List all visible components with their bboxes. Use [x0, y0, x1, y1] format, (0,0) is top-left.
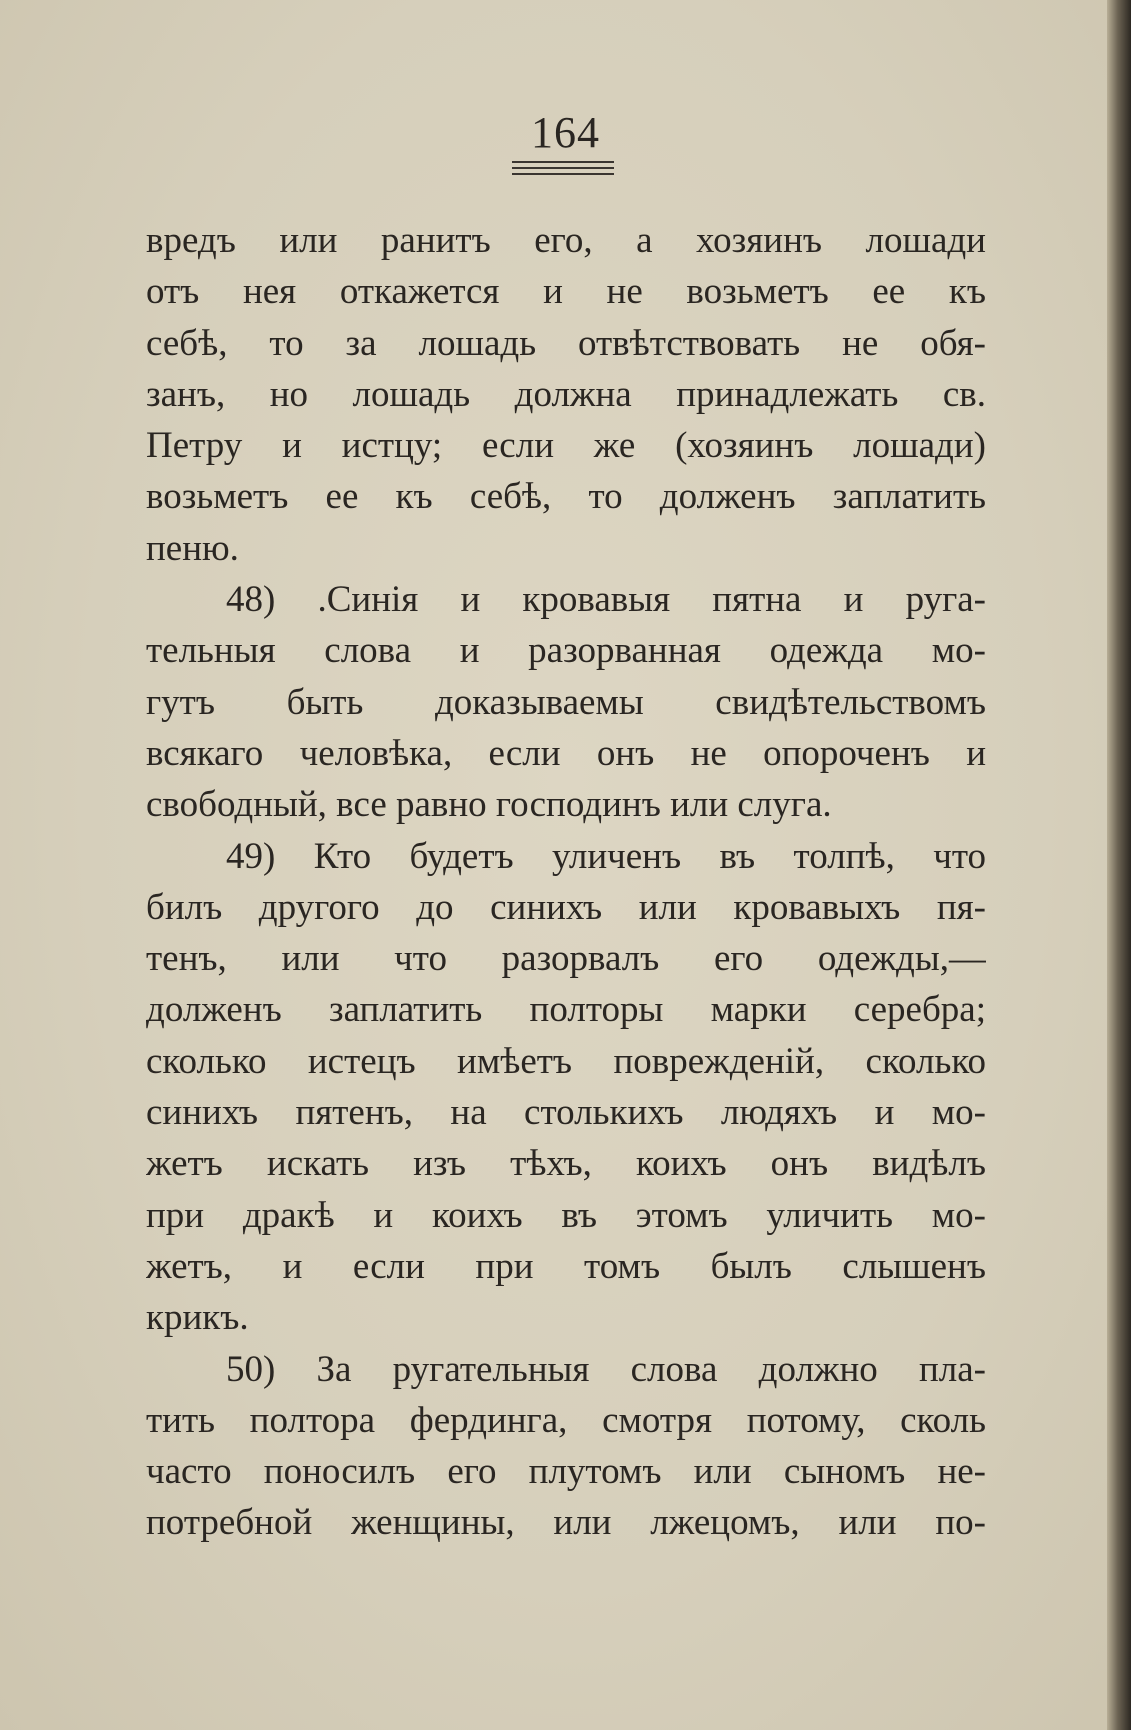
- text-line: долженъ заплатить полторы марки серебра;: [146, 989, 986, 1031]
- page-number: 164: [531, 108, 600, 157]
- text-line: потребной женщины, или лжецомъ, или по-: [146, 1502, 986, 1544]
- text-line: крикъ.: [146, 1297, 249, 1339]
- text-line: при дракѣ и коихъ въ этомъ уличить мо-: [146, 1194, 986, 1236]
- text-line: жетъ, и если при томъ былъ слышенъ: [146, 1245, 986, 1287]
- article-48-start: 48) .Синія и кровавыя пятна и руга-: [226, 579, 986, 621]
- text-line: отъ нея откажется и не возьметъ ее къ: [146, 271, 986, 313]
- page-number-rule: [512, 167, 614, 169]
- text-line: Петру и истцу; если же (хозяинъ лошади): [146, 425, 986, 467]
- text-line: синихъ пятенъ, на столькихъ людяхъ и мо-: [146, 1092, 986, 1134]
- page-number-rule: [512, 161, 614, 163]
- body-text: [146, 215, 986, 1549]
- text-line: сколько истецъ имѣетъ поврежденій, сколько: [146, 1040, 986, 1082]
- text-line: жетъ искать изъ тѣхъ, коихъ онъ видѣлъ: [146, 1143, 986, 1185]
- text-line: тельныя слова и разорванная одежда мо-: [146, 630, 986, 672]
- text-line: тить полтора фердинга, смотря потому, сколь: [146, 1399, 986, 1441]
- text-line: билъ другого до синихъ или кровавыхъ пя-: [146, 886, 986, 928]
- text-line: вредъ или ранитъ его, а хозяинъ лошади: [146, 220, 986, 261]
- page-edge-shadow: [1107, 0, 1131, 1730]
- text-line: всякаго человѣка, если онъ не опороченъ и: [146, 732, 986, 774]
- text-line: гутъ быть доказываемы свидѣтельствомъ: [146, 681, 986, 723]
- text-line: пеню.: [146, 527, 239, 569]
- text-line: занъ, но лошадь должна принадлежать св.: [146, 373, 986, 415]
- page-number-rule: [512, 173, 614, 175]
- text-line: тенъ, или что разорвалъ его одежды,—: [146, 938, 986, 980]
- article-50-start: 50) За ругательныя слова должно пла-: [226, 1348, 986, 1390]
- text-line: себѣ, то за лошадь отвѣтствовать не обя-: [146, 322, 986, 364]
- text-line: свободный, все равно господинъ или слуга.: [146, 784, 832, 826]
- text-line: возьметъ ее къ себѣ, то долженъ заплатить: [146, 476, 986, 518]
- text-line: часто поносилъ его плутомъ или сыномъ не-: [146, 1451, 986, 1493]
- article-49-start: 49) Кто будетъ уличенъ въ толпѣ, что: [226, 835, 986, 877]
